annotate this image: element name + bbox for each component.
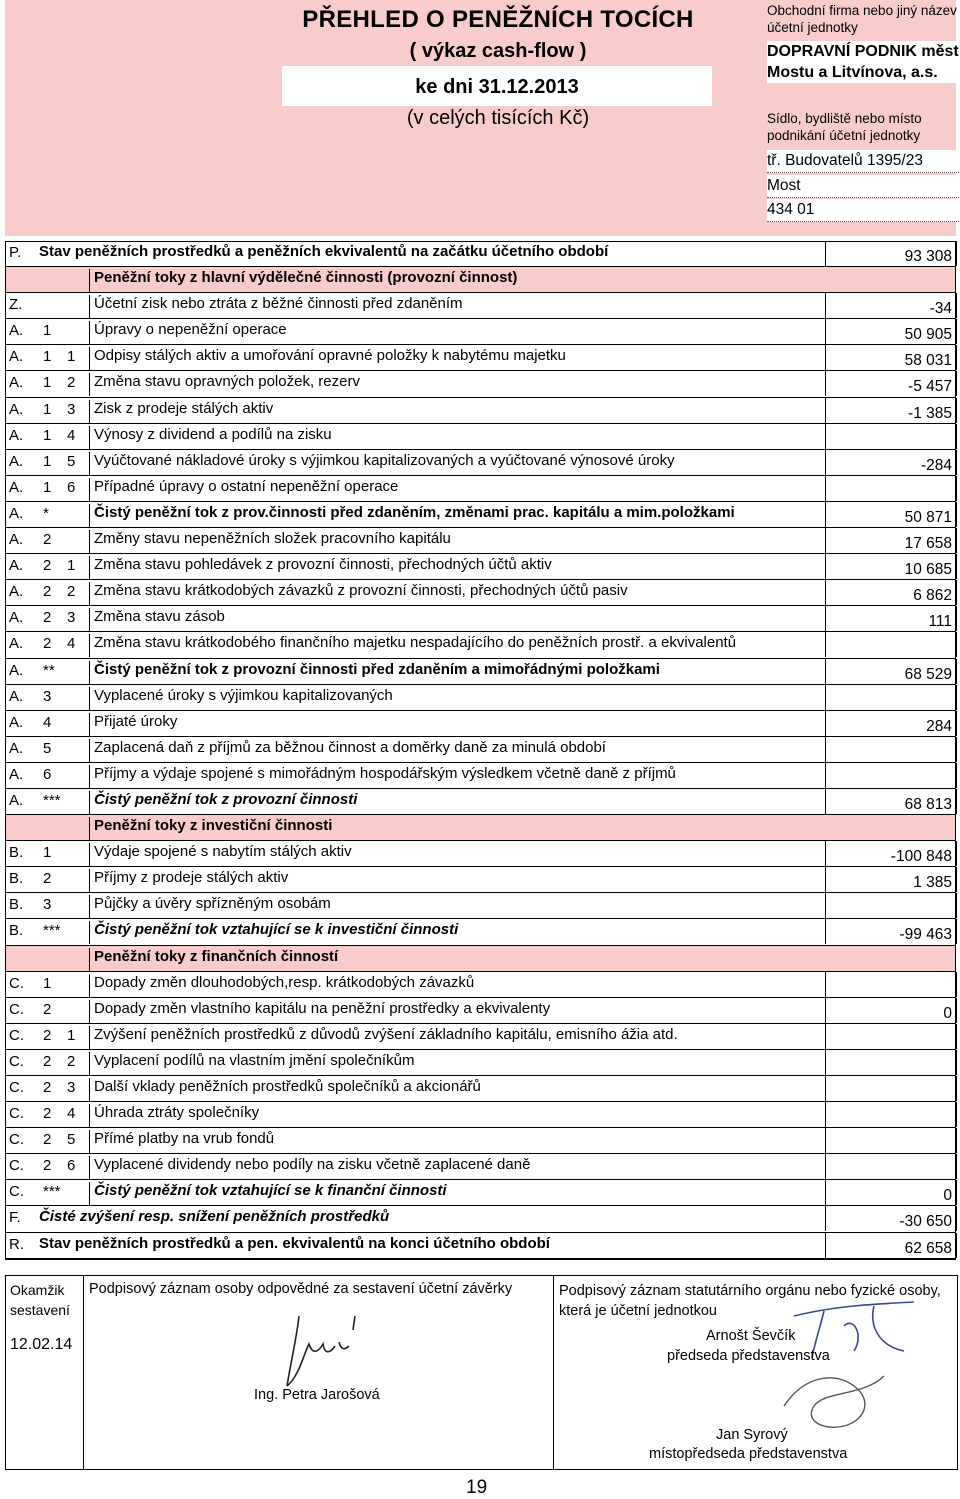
row-code-subsub: 5 bbox=[67, 1131, 76, 1149]
row-code-sub: *** bbox=[43, 922, 61, 940]
row-label: Čistý peněžní tok z prov.činnosti před zdaněním, změnami prac. kapitálu a mim.položkami bbox=[89, 504, 828, 527]
row-code-sub: 1 bbox=[43, 478, 52, 496]
report-subtitle: ( výkaz cash-flow ) bbox=[409, 40, 587, 62]
row-code-sub: 3 bbox=[43, 687, 52, 705]
row-label: Změna stavu opravných položek, rezerv bbox=[89, 373, 828, 396]
row-label: Vyplacené úroky s výjimkou kapitalizovaných bbox=[89, 687, 828, 710]
row-value: 62 658 bbox=[904, 1239, 952, 1257]
report-date: ke dni 31.12.2013 bbox=[282, 66, 712, 106]
row-label: Stav peněžních prostředků a pen. ekvivalentů na konci účetního období bbox=[39, 1234, 550, 1252]
moment-date: 12.02.14 bbox=[10, 1336, 73, 1353]
row-code-sub: 2 bbox=[43, 870, 52, 888]
value-cell bbox=[825, 711, 957, 736]
row-code-sub: 2 bbox=[43, 531, 52, 549]
row-value: -5 457 bbox=[908, 378, 952, 396]
row-value: 17 658 bbox=[904, 535, 952, 553]
row-code-subsub: 3 bbox=[67, 1079, 76, 1096]
row-code-sub: 1 bbox=[43, 374, 52, 392]
row-label: Půjčky a úvěry spřízněným osobám bbox=[89, 895, 828, 918]
row-code: A. bbox=[9, 765, 24, 783]
table-row bbox=[5, 580, 956, 606]
row-label: Změna stavu krátkodobých závazků z provozní činnosti, přechodných účtů pasiv bbox=[89, 582, 828, 605]
table-row bbox=[5, 241, 956, 267]
table-row bbox=[5, 867, 956, 893]
row-label: Čistý peněžní tok vztahující se k investiční činnosti bbox=[89, 921, 828, 944]
row-label: Čistý peněžní tok z provozní činnosti bbox=[89, 791, 828, 814]
value-cell bbox=[825, 606, 957, 631]
row-code-sub: 2 bbox=[43, 1131, 52, 1149]
row-code: A. bbox=[9, 583, 24, 601]
row-code-subsub: 2 bbox=[67, 583, 76, 601]
row-code: A. bbox=[9, 609, 24, 627]
row-code: A. bbox=[9, 687, 24, 705]
row-label: Změna stavu krátkodobého finančního majetku nespadajícího do peněžních prostř. a ekvivalentů bbox=[89, 634, 828, 657]
row-value: 58 031 bbox=[904, 352, 952, 370]
section-header-row bbox=[5, 815, 956, 841]
row-code-subsub: 3 bbox=[67, 400, 76, 418]
row-label: Čisté zvýšení resp. snížení peněžních prostředků bbox=[39, 1208, 390, 1226]
row-code: C. bbox=[9, 1105, 24, 1123]
table-row bbox=[5, 345, 956, 371]
row-code: A. bbox=[9, 635, 24, 653]
table-row bbox=[5, 502, 956, 528]
row-code: C. bbox=[9, 1079, 24, 1096]
row-code: Z. bbox=[9, 296, 23, 314]
row-value: 50 871 bbox=[904, 508, 952, 526]
table-row bbox=[5, 554, 956, 580]
row-code-sub: 2 bbox=[43, 635, 52, 653]
row-code-sub: 2 bbox=[43, 609, 52, 627]
table-row bbox=[5, 476, 956, 502]
stat1-name: Arnošt Ševčík bbox=[706, 1328, 796, 1344]
statutory-signature-cell bbox=[554, 1276, 957, 1469]
value-cell bbox=[825, 1050, 957, 1075]
table-row bbox=[5, 737, 956, 763]
table-row bbox=[5, 789, 956, 815]
table-row bbox=[5, 293, 956, 319]
table-row bbox=[5, 450, 956, 476]
value-cell bbox=[825, 580, 957, 605]
table-row bbox=[5, 998, 956, 1024]
row-value: 50 905 bbox=[904, 326, 952, 344]
row-code-sub: 6 bbox=[43, 765, 52, 783]
row-label: Zaplacená daň z příjmů za běžnou činnost a doměrky daně za minulá období bbox=[89, 739, 828, 762]
row-code-sub: 2 bbox=[43, 1052, 52, 1070]
row-code-sub: 1 bbox=[43, 452, 52, 470]
row-label: Stav peněžních prostředků a peněžních ekvivalentů na začátku účetního období bbox=[39, 243, 609, 260]
value-cell bbox=[825, 841, 957, 866]
table-row bbox=[5, 659, 956, 685]
row-label: Zisk z prodeje stálých aktiv bbox=[89, 400, 828, 423]
row-code: C. bbox=[9, 1157, 24, 1175]
row-code: C. bbox=[9, 1000, 24, 1018]
row-code: C. bbox=[9, 1026, 24, 1044]
row-value: 10 685 bbox=[904, 561, 952, 579]
street-field: tř. Budovatelů 1395/23 bbox=[767, 150, 960, 173]
row-code-subsub: 1 bbox=[67, 1026, 76, 1044]
row-code-sub: 1 bbox=[43, 426, 52, 444]
value-cell bbox=[825, 946, 956, 971]
row-label: Výdaje spojené s nabytím stálých aktiv bbox=[89, 843, 828, 866]
value-cell bbox=[825, 1233, 957, 1258]
row-code: A. bbox=[9, 374, 24, 392]
table-row bbox=[5, 919, 956, 945]
row-code-sub: 5 bbox=[43, 739, 52, 757]
row-code-sub: 4 bbox=[43, 713, 52, 731]
row-label: Dopady změn dlouhodobých,resp. krátkodobých závazků bbox=[89, 974, 828, 997]
row-label: Čistý peněžní tok vztahující se k finanční činnosti bbox=[89, 1182, 828, 1205]
table-row bbox=[5, 841, 956, 867]
company-label: Obchodní firma nebo jiný název účetní jednotky bbox=[767, 3, 957, 35]
row-code: R. bbox=[9, 1235, 24, 1253]
row-code-sub: * bbox=[43, 504, 49, 522]
row-code-sub: 1 bbox=[43, 844, 52, 862]
row-value: -1 385 bbox=[908, 404, 952, 422]
row-label: Vyplacené dividendy nebo podíly na zisku včetně zaplacené daně bbox=[89, 1156, 828, 1179]
row-label: Peněžní toky z investiční činnosti bbox=[89, 817, 828, 840]
value-cell bbox=[825, 293, 957, 318]
row-label: Čistý peněžní tok z provozní činnosti před zdaněním a mimořádnými položkami bbox=[89, 661, 828, 684]
row-code: B. bbox=[9, 844, 24, 862]
table-row bbox=[5, 606, 956, 632]
header-area bbox=[5, 0, 959, 236]
row-value: 111 bbox=[928, 613, 952, 631]
zip-field: 434 01 bbox=[767, 199, 960, 222]
row-code: A. bbox=[9, 452, 24, 470]
value-cell bbox=[825, 893, 957, 918]
table-row bbox=[5, 371, 956, 397]
row-code-subsub: 6 bbox=[67, 1157, 76, 1175]
table-row bbox=[5, 1102, 956, 1128]
row-code: A. bbox=[9, 791, 24, 809]
stat2-role: místopředseda představenstva bbox=[649, 1446, 848, 1462]
row-code: A. bbox=[9, 531, 24, 549]
row-code: A. bbox=[9, 557, 24, 575]
value-cell bbox=[825, 424, 957, 449]
row-value: 6 862 bbox=[913, 587, 952, 605]
table-row bbox=[5, 1154, 956, 1180]
table-row bbox=[5, 893, 956, 919]
row-code-subsub: 1 bbox=[67, 557, 76, 575]
row-value: 68 529 bbox=[904, 665, 952, 683]
value-cell bbox=[825, 241, 957, 266]
row-code: A. bbox=[9, 504, 24, 522]
value-cell bbox=[825, 763, 957, 788]
row-label: Vyúčtované nákladové úroky s výjimkou kapitalizovaných a vyúčtované výnosové úroky bbox=[89, 452, 828, 475]
row-code-sub: 1 bbox=[43, 348, 52, 366]
city-field: Most bbox=[767, 175, 960, 198]
value-cell bbox=[825, 476, 957, 501]
row-code-sub: 2 bbox=[43, 1026, 52, 1044]
row-code: A. bbox=[9, 322, 24, 340]
row-code: A. bbox=[9, 713, 24, 731]
responsible-signature-cell bbox=[84, 1276, 554, 1469]
row-code: B. bbox=[9, 922, 24, 940]
row-code-subsub: 1 bbox=[67, 348, 76, 366]
value-cell bbox=[825, 815, 956, 840]
value-cell bbox=[825, 1206, 957, 1231]
row-code-sub: 1 bbox=[43, 974, 52, 992]
value-cell bbox=[825, 972, 957, 997]
row-code: A. bbox=[9, 661, 24, 679]
value-cell bbox=[825, 919, 957, 944]
value-cell bbox=[825, 345, 957, 370]
report-units: (v celých tisících Kč) bbox=[406, 107, 590, 129]
table-row bbox=[5, 424, 956, 450]
row-code: A. bbox=[9, 478, 24, 496]
row-value: 284 bbox=[926, 717, 952, 735]
row-label: Účetní zisk nebo ztráta z běžné činnosti před zdaněním bbox=[89, 295, 828, 318]
value-cell bbox=[825, 319, 957, 344]
cashflow-table bbox=[5, 241, 956, 1259]
table-row bbox=[5, 632, 956, 658]
value-cell bbox=[825, 789, 957, 814]
row-code-subsub: 4 bbox=[67, 635, 76, 653]
row-code-sub: *** bbox=[43, 791, 61, 809]
value-cell bbox=[825, 502, 957, 527]
row-code: C. bbox=[9, 1183, 24, 1201]
report-title: PŘEHLED O PENĚŽNÍCH TOCÍCH bbox=[302, 6, 694, 33]
row-code-subsub: 4 bbox=[67, 426, 76, 444]
row-value: 1 385 bbox=[913, 874, 952, 892]
seat-label: Sídlo, bydliště nebo místo podnikání účetní jednotky bbox=[767, 111, 922, 143]
value-cell bbox=[825, 554, 957, 579]
row-value: 0 bbox=[943, 1187, 952, 1205]
value-cell bbox=[825, 398, 957, 423]
stat2-name: Jan Syrový bbox=[716, 1427, 788, 1443]
row-label: Peněžní toky z hlavní výdělečné činnosti (provozní činnost) bbox=[89, 269, 828, 292]
stat1-role: předseda představenstva bbox=[667, 1348, 830, 1364]
table-row bbox=[5, 319, 956, 345]
row-code-sub: 2 bbox=[43, 1000, 52, 1018]
table-row bbox=[5, 763, 956, 789]
table-row bbox=[5, 685, 956, 711]
row-code: C. bbox=[9, 1052, 24, 1070]
row-code: A. bbox=[9, 426, 24, 444]
section-header-row bbox=[5, 946, 956, 972]
row-label: Peněžní toky z finančních činností bbox=[89, 948, 828, 971]
row-label: Případné úpravy o ostatní nepeněžní operace bbox=[89, 478, 828, 501]
table-row bbox=[5, 972, 956, 998]
row-code-sub: 2 bbox=[43, 557, 52, 575]
row-code: B. bbox=[9, 870, 24, 888]
row-label: Změna stavu pohledávek z provozní činnosti, přechodných účtů aktiv bbox=[89, 556, 828, 579]
value-cell bbox=[825, 267, 956, 292]
value-cell bbox=[825, 685, 957, 710]
row-code-sub: 2 bbox=[43, 1105, 52, 1123]
value-cell bbox=[825, 867, 957, 892]
row-value: 68 813 bbox=[904, 795, 952, 813]
value-cell bbox=[825, 1154, 957, 1179]
row-code-sub: 2 bbox=[43, 583, 52, 601]
row-code-subsub: 6 bbox=[67, 478, 76, 496]
row-code: A. bbox=[9, 739, 24, 757]
table-row bbox=[5, 1076, 956, 1102]
row-value: 0 bbox=[943, 1004, 952, 1022]
value-cell bbox=[825, 1024, 957, 1049]
moment-label: Okamžik sestavení bbox=[10, 1282, 70, 1318]
row-code: C. bbox=[9, 974, 24, 992]
row-code-sub: 1 bbox=[43, 322, 52, 340]
row-code-sub: 2 bbox=[43, 1079, 52, 1096]
table-row bbox=[5, 1024, 956, 1050]
row-value: -30 650 bbox=[899, 1213, 952, 1231]
row-value: -100 848 bbox=[890, 848, 952, 866]
row-code-subsub: 4 bbox=[67, 1105, 76, 1123]
value-cell bbox=[825, 528, 957, 553]
row-label: Příjmy a výdaje spojené s mimořádným hospodářským výsledkem včetně daně z příjmů bbox=[89, 765, 828, 788]
statutory-label: Podpisový záznam statutárního orgánu nebo fyzické osoby, která je účetní jednotkou bbox=[559, 1283, 941, 1319]
responsible-name: Ing. Petra Jarošová bbox=[254, 1387, 380, 1403]
row-label: Dopady změn vlastního kapitálu na peněžní prostředky a ekvivalenty bbox=[89, 1000, 828, 1023]
row-code-subsub: 2 bbox=[67, 1052, 76, 1070]
value-cell bbox=[825, 1128, 957, 1153]
value-cell bbox=[825, 371, 957, 396]
value-cell bbox=[825, 737, 957, 762]
row-code: F. bbox=[9, 1209, 21, 1227]
value-cell bbox=[825, 998, 957, 1023]
table-row bbox=[5, 1180, 956, 1206]
row-label: Změny stavu nepeněžních složek pracovního kapitálu bbox=[89, 530, 828, 553]
table-row bbox=[5, 1233, 956, 1259]
table-row bbox=[5, 528, 956, 554]
row-value: -34 bbox=[929, 300, 952, 318]
value-cell bbox=[825, 632, 957, 657]
row-code-subsub: 5 bbox=[67, 452, 76, 470]
row-label: Úpravy o nepeněžní operace bbox=[89, 321, 828, 344]
row-code: P. bbox=[9, 244, 22, 261]
signature-jarosova bbox=[279, 1306, 399, 1396]
row-value: 93 308 bbox=[904, 248, 952, 265]
row-code: A. bbox=[9, 400, 24, 418]
row-code-sub: 1 bbox=[43, 400, 52, 418]
row-code-sub: 2 bbox=[43, 1157, 52, 1175]
row-code-sub: *** bbox=[43, 1183, 61, 1201]
row-value: -99 463 bbox=[899, 926, 952, 944]
table-row bbox=[5, 1050, 956, 1076]
table-row bbox=[5, 1128, 956, 1154]
row-label: Přijaté úroky bbox=[89, 713, 828, 736]
table-row bbox=[5, 711, 956, 737]
section-header-row bbox=[5, 267, 956, 293]
row-label: Odpisy stálých aktiv a umořování opravné položky k nabytému majetku bbox=[89, 347, 828, 370]
company-name: DOPRAVNÍ PODNIK měst Mostu a Litvínova, a.s. bbox=[767, 41, 960, 83]
value-cell bbox=[825, 659, 957, 684]
table-row bbox=[5, 398, 956, 424]
row-label: Úhrada ztráty společníky bbox=[89, 1104, 828, 1127]
row-label: Vyplacení podílů na vlastním jmění společníkům bbox=[89, 1052, 828, 1075]
row-value: -284 bbox=[920, 456, 952, 474]
row-code-sub: 3 bbox=[43, 896, 52, 914]
row-code: B. bbox=[9, 896, 24, 914]
value-cell bbox=[825, 450, 957, 475]
signature-block bbox=[5, 1275, 958, 1470]
row-label: Změna stavu zásob bbox=[89, 608, 828, 631]
row-label: Zvýšení peněžních prostředků z důvodů zvýšení základního kapitálu, emisního ážia atd. bbox=[89, 1026, 828, 1049]
value-cell bbox=[825, 1076, 957, 1101]
row-label: Přímé platby na vrub fondů bbox=[89, 1130, 828, 1153]
row-code: A. bbox=[9, 348, 24, 366]
responsible-label: Podpisový záznam osoby odpovědné za sestavení účetní závěrky bbox=[89, 1281, 513, 1297]
row-label: Další vklady peněžních prostředků společníků a akcionářů bbox=[89, 1078, 828, 1101]
row-code: C. bbox=[9, 1131, 24, 1149]
row-label: Příjmy z prodeje stálých aktiv bbox=[89, 869, 828, 892]
moment-cell bbox=[6, 1276, 84, 1469]
table-row bbox=[5, 1206, 956, 1232]
row-code-subsub: 3 bbox=[67, 609, 76, 627]
row-code-subsub: 2 bbox=[67, 374, 76, 392]
value-cell bbox=[825, 1180, 957, 1205]
page-number: 19 bbox=[466, 1477, 488, 1498]
value-cell bbox=[825, 1102, 957, 1127]
row-code-sub: ** bbox=[43, 661, 55, 679]
row-label: Výnosy z dividend a podílů na zisku bbox=[89, 426, 828, 449]
